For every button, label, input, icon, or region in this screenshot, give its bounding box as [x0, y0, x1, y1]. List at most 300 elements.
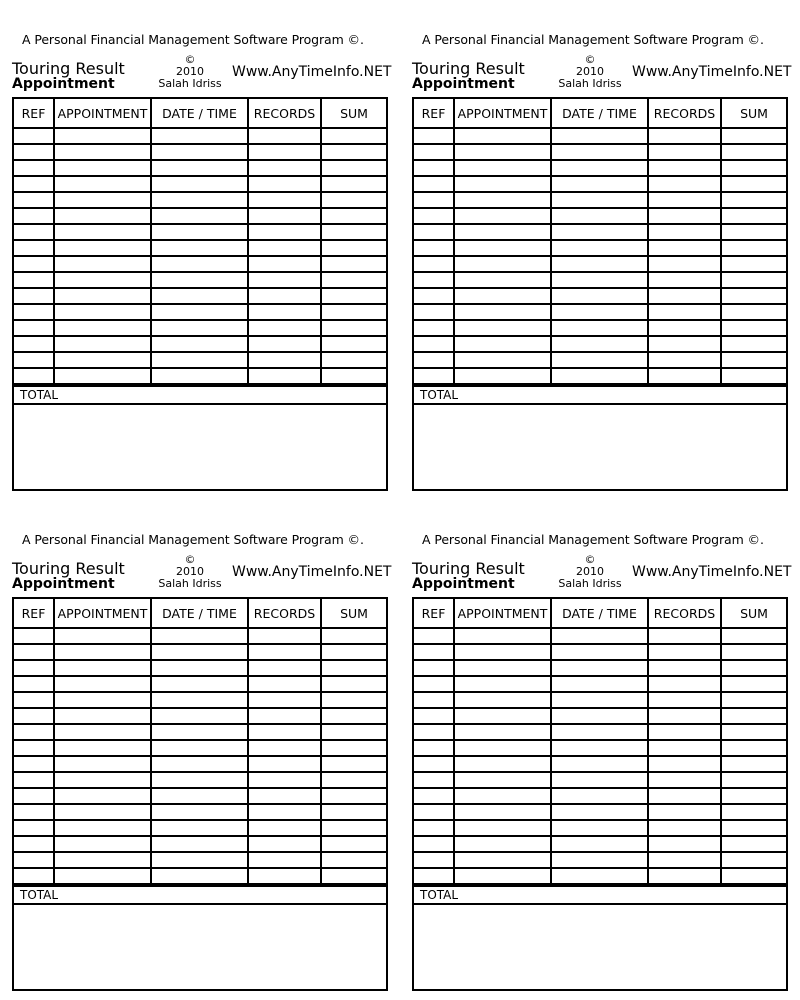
table-cell[interactable]	[551, 756, 648, 772]
table-cell[interactable]	[248, 868, 321, 884]
table-cell[interactable]	[648, 740, 721, 756]
table-cell[interactable]	[151, 692, 248, 708]
table-cell[interactable]	[151, 240, 248, 256]
table-cell[interactable]	[321, 304, 386, 320]
table-cell[interactable]	[721, 804, 786, 820]
table-cell[interactable]	[14, 160, 54, 176]
table-cell[interactable]	[648, 756, 721, 772]
table-cell[interactable]	[454, 868, 551, 884]
table-cell[interactable]	[648, 128, 721, 144]
table-cell[interactable]	[248, 352, 321, 368]
table-cell[interactable]	[14, 820, 54, 836]
table-cell[interactable]	[14, 676, 54, 692]
table-cell[interactable]	[454, 256, 551, 272]
table-cell[interactable]	[454, 144, 551, 160]
table-cell[interactable]	[414, 352, 454, 368]
table-cell[interactable]	[648, 724, 721, 740]
table-cell[interactable]	[321, 852, 386, 868]
table-cell[interactable]	[321, 128, 386, 144]
table-cell[interactable]	[721, 128, 786, 144]
table-cell[interactable]	[454, 336, 551, 352]
table-cell[interactable]	[414, 336, 454, 352]
table-cell[interactable]	[414, 240, 454, 256]
table-cell[interactable]	[54, 868, 151, 884]
table-cell[interactable]	[14, 288, 54, 304]
table-cell[interactable]	[414, 320, 454, 336]
table-cell[interactable]	[54, 176, 151, 192]
table-cell[interactable]	[14, 836, 54, 852]
table-cell[interactable]	[321, 368, 386, 384]
table-cell[interactable]	[248, 208, 321, 224]
table-cell[interactable]	[721, 272, 786, 288]
table-cell[interactable]	[721, 256, 786, 272]
table-cell[interactable]	[248, 676, 321, 692]
table-cell[interactable]	[151, 820, 248, 836]
table-cell[interactable]	[414, 176, 454, 192]
table-cell[interactable]	[248, 740, 321, 756]
table-cell[interactable]	[551, 240, 648, 256]
table-cell[interactable]	[648, 352, 721, 368]
table-cell[interactable]	[551, 160, 648, 176]
table-cell[interactable]	[14, 852, 54, 868]
table-cell[interactable]	[14, 240, 54, 256]
table-cell[interactable]	[648, 192, 721, 208]
table-cell[interactable]	[151, 628, 248, 644]
table-cell[interactable]	[414, 192, 454, 208]
table-cell[interactable]	[721, 708, 786, 724]
table-cell[interactable]	[721, 288, 786, 304]
table-cell[interactable]	[321, 288, 386, 304]
table-cell[interactable]	[151, 724, 248, 740]
table-cell[interactable]	[321, 868, 386, 884]
table-cell[interactable]	[151, 272, 248, 288]
table-cell[interactable]	[648, 224, 721, 240]
table-cell[interactable]	[721, 192, 786, 208]
table-cell[interactable]	[454, 756, 551, 772]
table-cell[interactable]	[454, 128, 551, 144]
table-cell[interactable]	[551, 708, 648, 724]
table-cell[interactable]	[151, 368, 248, 384]
table-cell[interactable]	[54, 708, 151, 724]
table-cell[interactable]	[721, 868, 786, 884]
table-cell[interactable]	[54, 224, 151, 240]
table-cell[interactable]	[151, 868, 248, 884]
table-cell[interactable]	[454, 644, 551, 660]
table-cell[interactable]	[414, 256, 454, 272]
table-cell[interactable]	[14, 304, 54, 320]
table-cell[interactable]	[321, 256, 386, 272]
table-cell[interactable]	[321, 788, 386, 804]
table-cell[interactable]	[414, 868, 454, 884]
table-cell[interactable]	[151, 740, 248, 756]
table-cell[interactable]	[248, 368, 321, 384]
table-cell[interactable]	[551, 128, 648, 144]
table-cell[interactable]	[321, 208, 386, 224]
table-cell[interactable]	[551, 772, 648, 788]
table-cell[interactable]	[454, 836, 551, 852]
table-cell[interactable]	[414, 788, 454, 804]
table-cell[interactable]	[54, 660, 151, 676]
table-cell[interactable]	[454, 368, 551, 384]
table-cell[interactable]	[321, 144, 386, 160]
table-cell[interactable]	[454, 160, 551, 176]
table-cell[interactable]	[721, 756, 786, 772]
table-cell[interactable]	[54, 804, 151, 820]
table-cell[interactable]	[321, 176, 386, 192]
table-cell[interactable]	[721, 740, 786, 756]
table-cell[interactable]	[151, 320, 248, 336]
table-cell[interactable]	[551, 660, 648, 676]
table-cell[interactable]	[14, 208, 54, 224]
table-cell[interactable]	[248, 272, 321, 288]
table-cell[interactable]	[648, 288, 721, 304]
table-cell[interactable]	[54, 644, 151, 660]
table-cell[interactable]	[54, 692, 151, 708]
table-cell[interactable]	[54, 256, 151, 272]
table-cell[interactable]	[151, 352, 248, 368]
table-cell[interactable]	[54, 192, 151, 208]
table-cell[interactable]	[321, 740, 386, 756]
table-cell[interactable]	[151, 644, 248, 660]
table-cell[interactable]	[454, 176, 551, 192]
table-cell[interactable]	[54, 836, 151, 852]
table-cell[interactable]	[648, 176, 721, 192]
table-cell[interactable]	[54, 352, 151, 368]
table-cell[interactable]	[151, 708, 248, 724]
table-cell[interactable]	[321, 644, 386, 660]
table-cell[interactable]	[414, 724, 454, 740]
table-cell[interactable]	[151, 836, 248, 852]
table-cell[interactable]	[551, 336, 648, 352]
table-cell[interactable]	[454, 320, 551, 336]
table-cell[interactable]	[551, 256, 648, 272]
table-cell[interactable]	[551, 868, 648, 884]
table-cell[interactable]	[648, 368, 721, 384]
table-cell[interactable]	[248, 724, 321, 740]
table-cell[interactable]	[551, 724, 648, 740]
table-cell[interactable]	[454, 724, 551, 740]
table-cell[interactable]	[454, 192, 551, 208]
table-cell[interactable]	[414, 708, 454, 724]
table-cell[interactable]	[414, 160, 454, 176]
table-cell[interactable]	[551, 788, 648, 804]
table-cell[interactable]	[414, 676, 454, 692]
table-cell[interactable]	[414, 756, 454, 772]
table-cell[interactable]	[151, 772, 248, 788]
table-cell[interactable]	[14, 628, 54, 644]
table-cell[interactable]	[414, 368, 454, 384]
table-cell[interactable]	[721, 852, 786, 868]
table-cell[interactable]	[248, 756, 321, 772]
table-cell[interactable]	[551, 820, 648, 836]
table-cell[interactable]	[321, 836, 386, 852]
table-cell[interactable]	[721, 692, 786, 708]
table-cell[interactable]	[14, 692, 54, 708]
table-cell[interactable]	[454, 304, 551, 320]
table-cell[interactable]	[721, 208, 786, 224]
table-cell[interactable]	[721, 240, 786, 256]
table-cell[interactable]	[151, 192, 248, 208]
table-cell[interactable]	[14, 256, 54, 272]
table-cell[interactable]	[721, 320, 786, 336]
table-cell[interactable]	[54, 788, 151, 804]
table-cell[interactable]	[648, 160, 721, 176]
table-cell[interactable]	[454, 224, 551, 240]
table-cell[interactable]	[454, 676, 551, 692]
table-cell[interactable]	[648, 868, 721, 884]
table-cell[interactable]	[721, 724, 786, 740]
table-cell[interactable]	[151, 336, 248, 352]
table-cell[interactable]	[151, 128, 248, 144]
table-cell[interactable]	[248, 820, 321, 836]
table-cell[interactable]	[151, 852, 248, 868]
table-cell[interactable]	[648, 692, 721, 708]
table-cell[interactable]	[454, 240, 551, 256]
table-cell[interactable]	[648, 272, 721, 288]
table-cell[interactable]	[54, 368, 151, 384]
table-cell[interactable]	[54, 852, 151, 868]
table-cell[interactable]	[414, 208, 454, 224]
table-cell[interactable]	[721, 628, 786, 644]
table-cell[interactable]	[151, 676, 248, 692]
table-cell[interactable]	[248, 176, 321, 192]
table-cell[interactable]	[248, 144, 321, 160]
table-cell[interactable]	[321, 192, 386, 208]
table-cell[interactable]	[248, 128, 321, 144]
table-cell[interactable]	[648, 320, 721, 336]
table-cell[interactable]	[551, 804, 648, 820]
table-cell[interactable]	[551, 192, 648, 208]
table-cell[interactable]	[321, 272, 386, 288]
table-cell[interactable]	[648, 304, 721, 320]
table-cell[interactable]	[721, 336, 786, 352]
table-cell[interactable]	[248, 304, 321, 320]
table-cell[interactable]	[14, 740, 54, 756]
table-cell[interactable]	[648, 256, 721, 272]
table-cell[interactable]	[248, 224, 321, 240]
table-cell[interactable]	[14, 176, 54, 192]
table-cell[interactable]	[321, 660, 386, 676]
table-cell[interactable]	[14, 272, 54, 288]
table-cell[interactable]	[648, 676, 721, 692]
table-cell[interactable]	[14, 320, 54, 336]
table-cell[interactable]	[648, 240, 721, 256]
table-cell[interactable]	[648, 644, 721, 660]
table-cell[interactable]	[248, 320, 321, 336]
table-cell[interactable]	[414, 820, 454, 836]
table-cell[interactable]	[151, 304, 248, 320]
table-cell[interactable]	[454, 288, 551, 304]
table-cell[interactable]	[721, 676, 786, 692]
table-cell[interactable]	[14, 724, 54, 740]
table-cell[interactable]	[14, 660, 54, 676]
table-cell[interactable]	[54, 676, 151, 692]
table-cell[interactable]	[54, 160, 151, 176]
table-cell[interactable]	[248, 708, 321, 724]
table-cell[interactable]	[648, 660, 721, 676]
table-cell[interactable]	[151, 804, 248, 820]
table-cell[interactable]	[414, 272, 454, 288]
table-cell[interactable]	[54, 724, 151, 740]
table-cell[interactable]	[14, 756, 54, 772]
table-cell[interactable]	[248, 772, 321, 788]
table-cell[interactable]	[414, 772, 454, 788]
table-cell[interactable]	[551, 836, 648, 852]
table-cell[interactable]	[551, 352, 648, 368]
table-cell[interactable]	[248, 160, 321, 176]
table-cell[interactable]	[151, 144, 248, 160]
table-cell[interactable]	[54, 128, 151, 144]
table-cell[interactable]	[414, 628, 454, 644]
table-cell[interactable]	[454, 272, 551, 288]
table-cell[interactable]	[54, 304, 151, 320]
table-cell[interactable]	[321, 628, 386, 644]
table-cell[interactable]	[248, 336, 321, 352]
table-cell[interactable]	[151, 160, 248, 176]
table-cell[interactable]	[54, 288, 151, 304]
table-cell[interactable]	[551, 644, 648, 660]
table-cell[interactable]	[321, 240, 386, 256]
table-cell[interactable]	[14, 336, 54, 352]
table-cell[interactable]	[248, 804, 321, 820]
table-cell[interactable]	[14, 772, 54, 788]
table-cell[interactable]	[54, 336, 151, 352]
table-cell[interactable]	[454, 820, 551, 836]
table-cell[interactable]	[551, 368, 648, 384]
table-cell[interactable]	[414, 660, 454, 676]
table-cell[interactable]	[248, 660, 321, 676]
table-cell[interactable]	[54, 144, 151, 160]
table-cell[interactable]	[54, 272, 151, 288]
table-cell[interactable]	[321, 224, 386, 240]
table-cell[interactable]	[151, 176, 248, 192]
table-cell[interactable]	[454, 208, 551, 224]
table-cell[interactable]	[648, 208, 721, 224]
table-cell[interactable]	[648, 820, 721, 836]
table-cell[interactable]	[414, 224, 454, 240]
table-cell[interactable]	[151, 208, 248, 224]
table-cell[interactable]	[551, 628, 648, 644]
table-cell[interactable]	[454, 628, 551, 644]
table-cell[interactable]	[721, 660, 786, 676]
table-cell[interactable]	[14, 708, 54, 724]
table-cell[interactable]	[414, 692, 454, 708]
table-cell[interactable]	[151, 256, 248, 272]
table-cell[interactable]	[151, 288, 248, 304]
table-cell[interactable]	[248, 788, 321, 804]
table-cell[interactable]	[321, 772, 386, 788]
table-cell[interactable]	[54, 820, 151, 836]
table-cell[interactable]	[248, 192, 321, 208]
table-cell[interactable]	[54, 756, 151, 772]
table-cell[interactable]	[551, 852, 648, 868]
table-cell[interactable]	[721, 352, 786, 368]
table-cell[interactable]	[454, 692, 551, 708]
table-cell[interactable]	[321, 756, 386, 772]
table-cell[interactable]	[54, 320, 151, 336]
table-cell[interactable]	[454, 852, 551, 868]
table-cell[interactable]	[414, 288, 454, 304]
table-cell[interactable]	[151, 224, 248, 240]
table-cell[interactable]	[648, 804, 721, 820]
table-cell[interactable]	[14, 128, 54, 144]
table-cell[interactable]	[551, 224, 648, 240]
table-cell[interactable]	[414, 644, 454, 660]
table-cell[interactable]	[454, 352, 551, 368]
table-cell[interactable]	[721, 144, 786, 160]
table-cell[interactable]	[321, 804, 386, 820]
table-cell[interactable]	[721, 644, 786, 660]
table-cell[interactable]	[648, 628, 721, 644]
table-cell[interactable]	[321, 692, 386, 708]
table-cell[interactable]	[248, 692, 321, 708]
table-cell[interactable]	[151, 788, 248, 804]
table-cell[interactable]	[54, 740, 151, 756]
table-cell[interactable]	[54, 208, 151, 224]
table-cell[interactable]	[454, 708, 551, 724]
table-cell[interactable]	[321, 724, 386, 740]
table-cell[interactable]	[648, 852, 721, 868]
table-cell[interactable]	[248, 836, 321, 852]
table-cell[interactable]	[14, 804, 54, 820]
table-cell[interactable]	[414, 852, 454, 868]
table-cell[interactable]	[321, 336, 386, 352]
table-cell[interactable]	[721, 224, 786, 240]
table-cell[interactable]	[648, 836, 721, 852]
table-cell[interactable]	[648, 708, 721, 724]
table-cell[interactable]	[454, 804, 551, 820]
table-cell[interactable]	[648, 144, 721, 160]
table-cell[interactable]	[648, 772, 721, 788]
table-cell[interactable]	[248, 288, 321, 304]
table-cell[interactable]	[721, 304, 786, 320]
table-cell[interactable]	[551, 320, 648, 336]
table-cell[interactable]	[721, 788, 786, 804]
table-cell[interactable]	[54, 628, 151, 644]
table-cell[interactable]	[551, 208, 648, 224]
table-cell[interactable]	[14, 192, 54, 208]
table-cell[interactable]	[321, 708, 386, 724]
table-cell[interactable]	[54, 772, 151, 788]
table-cell[interactable]	[454, 740, 551, 756]
table-cell[interactable]	[248, 852, 321, 868]
table-cell[interactable]	[151, 660, 248, 676]
table-cell[interactable]	[414, 144, 454, 160]
table-cell[interactable]	[151, 756, 248, 772]
table-cell[interactable]	[414, 128, 454, 144]
table-cell[interactable]	[14, 144, 54, 160]
table-cell[interactable]	[14, 224, 54, 240]
table-cell[interactable]	[721, 160, 786, 176]
table-cell[interactable]	[721, 772, 786, 788]
table-cell[interactable]	[248, 256, 321, 272]
table-cell[interactable]	[551, 288, 648, 304]
table-cell[interactable]	[648, 788, 721, 804]
table-cell[interactable]	[454, 772, 551, 788]
table-cell[interactable]	[551, 740, 648, 756]
table-cell[interactable]	[454, 788, 551, 804]
table-cell[interactable]	[721, 176, 786, 192]
table-cell[interactable]	[321, 352, 386, 368]
table-cell[interactable]	[551, 692, 648, 708]
table-cell[interactable]	[551, 272, 648, 288]
table-cell[interactable]	[14, 868, 54, 884]
table-cell[interactable]	[551, 304, 648, 320]
table-cell[interactable]	[321, 820, 386, 836]
table-cell[interactable]	[454, 660, 551, 676]
table-cell[interactable]	[721, 820, 786, 836]
table-cell[interactable]	[414, 804, 454, 820]
